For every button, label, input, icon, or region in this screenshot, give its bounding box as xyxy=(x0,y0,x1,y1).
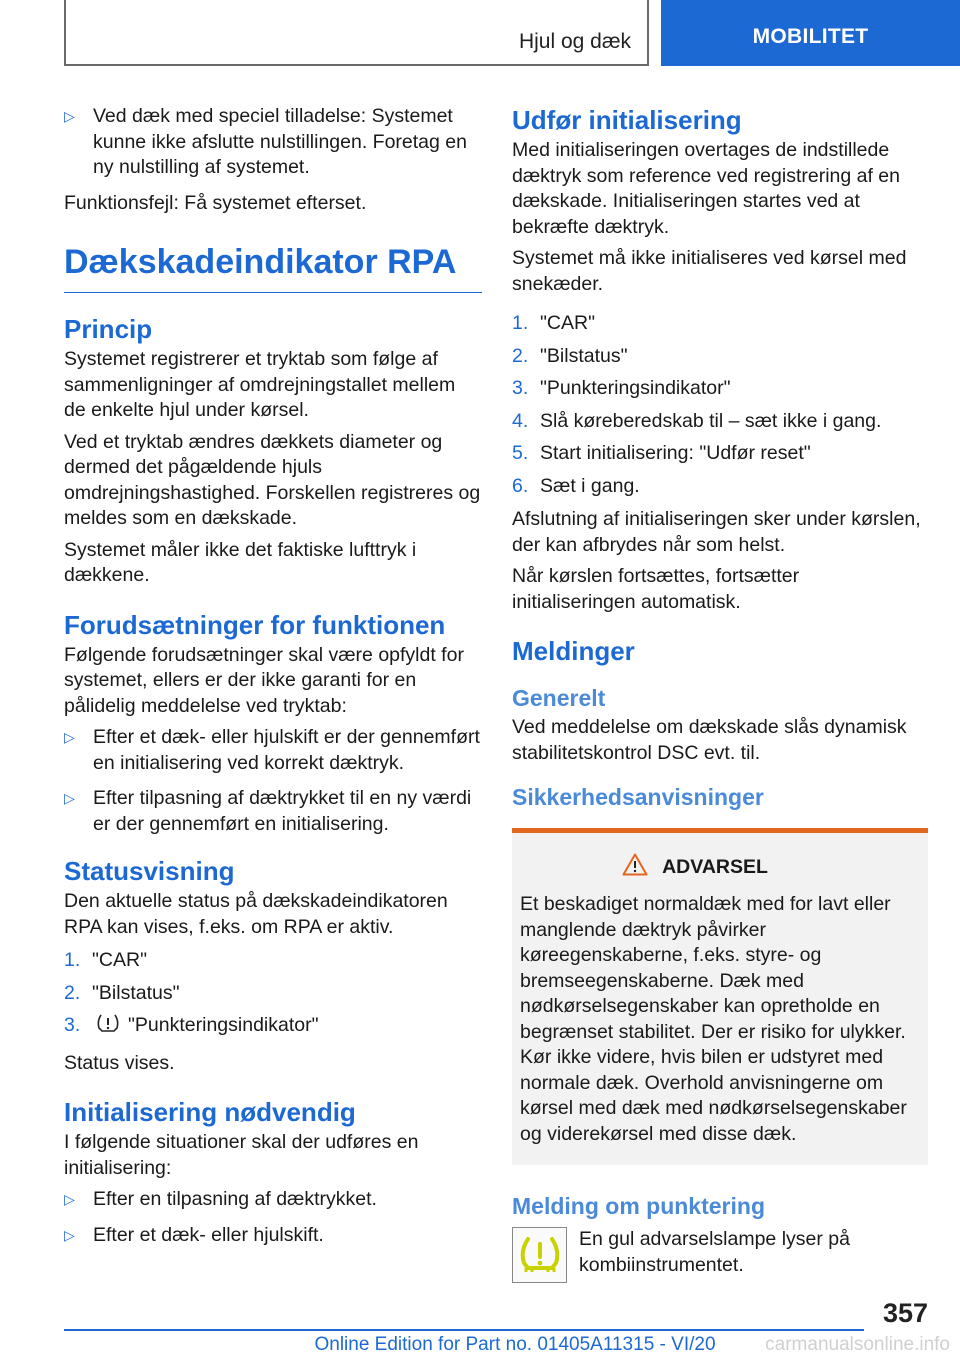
triangle-right-icon: ▷ xyxy=(64,729,75,745)
requirements-list xyxy=(64,725,482,837)
list-item: 2. "Bilstatus" xyxy=(64,981,180,1004)
list-item: ▷ Efter et dæk- eller hjulskift. xyxy=(64,1223,482,1249)
indicator-row xyxy=(512,1227,928,1284)
list-item: 5. Start initialisering: "Udfør reset" xyxy=(512,442,811,464)
paragraph: Ved et tryktab ændres dækkets diameter og dermed det pågældende hjuls omdrejningshastighed. Forskellen registreres og meldes som en dækskade. xyxy=(64,430,481,529)
list-item: ▷ Efter en tilpasning af dæktrykket. xyxy=(64,1187,482,1213)
init-situations-list xyxy=(64,1187,482,1248)
list-item: 1. "CAR" xyxy=(64,949,148,971)
warning-text: Et beskadiget normaldæk med for lavt eller manglende dæktryk påvirker køreegenskaberne, f.eks. styre- og bremseegenskaberne. Dæk med nødkørselsegenskaber kan opretholde en begrænset stabilitet. Der er risiko for ulykker. Kør ikke videre, hvis bilen er udstyret med normale dæk. Overhold anvisningerne om kørsel med dæk med nødkørselsegenskaber og viderekørsel med disse dæk. xyxy=(520,893,907,1145)
list-item: 3. "Punkteringsindikator" xyxy=(64,1013,482,1043)
heading-statusvisning: Statusvisning xyxy=(64,856,235,886)
triangle-right-icon: ▷ xyxy=(64,1226,75,1243)
triangle-right-icon: ▷ xyxy=(64,108,75,124)
list-item: ▷ Ved dæk med speciel tilladelse: Systemet kunne ikke afslutte nulstillingen. Foretag en ny nulstilling af systemet. xyxy=(64,105,467,178)
list-item: 1. "CAR" xyxy=(512,312,596,334)
section-title: Hjul og dæk xyxy=(518,30,631,53)
header-frame xyxy=(64,0,649,66)
intro-bullet-list xyxy=(64,104,482,181)
paragraph: Afslutning af initialiseringen sker under kørslen, der kan afbrydes når som helst. xyxy=(512,508,921,556)
list-item: 4. Slå køreberedskab til – sæt ikke i gang. xyxy=(512,409,882,432)
list-item: 3. "Punkteringsindikator" xyxy=(512,377,731,399)
paragraph: I følgende situationer skal der udføres en initialisering: xyxy=(64,1131,419,1179)
right-column xyxy=(512,100,928,1284)
paragraph: Med initialiseringen overtages de indstillede dæktryk som reference ved registrering af en dækskade. Initialiseringen startes ved at bekræfte dæktryk. xyxy=(512,139,901,238)
heading-udfoer-initialisering: Udfør initialisering xyxy=(512,105,742,135)
warning-label: ADVARSEL xyxy=(662,856,768,878)
paragraph: Status vises. xyxy=(64,1051,175,1074)
init-steps xyxy=(512,311,928,499)
warning-header xyxy=(520,853,920,882)
list-item: 6. Sæt i gang. xyxy=(512,474,640,497)
triangle-right-icon: ▷ xyxy=(64,1191,75,1207)
page-number: 357 xyxy=(882,1298,928,1328)
tire-pressure-warning-icon xyxy=(512,1227,567,1283)
paragraph: Systemet måler ikke det faktiske lufttryk i dækkene. xyxy=(64,538,417,586)
paragraph: Følgende forudsætninger skal være opfyldt for systemet, ellers er der ikke garanti for en pålidelig meddelelse ved tryktab: xyxy=(64,643,464,717)
left-column xyxy=(64,100,482,1258)
paragraph: Systemet må ikke initialiseres ved kørsel med snekæder. xyxy=(512,247,907,295)
heading-generelt: Generelt xyxy=(512,685,606,711)
page-title: Dækskadeindikator RPA xyxy=(64,242,482,293)
heading-sikkerhedsanvisninger: Sikkerhedsanvisninger xyxy=(512,784,764,810)
intro-paragraph: Funktionsfejl: Få systemet efterset. xyxy=(64,191,367,214)
paragraph: Systemet registrerer et tryktab som følge af sammenligninger af omdrejningstallet mellem de enkelte hjul under kørsel. xyxy=(64,348,456,421)
footer-divider xyxy=(64,1329,864,1331)
chapter-tab[interactable]: MOBILITET xyxy=(661,0,960,66)
paragraph: Den aktuelle status på dækskadeindikatoren RPA kan vises, f.eks. om RPA er aktiv. xyxy=(64,890,448,938)
warning-triangle-icon xyxy=(622,853,662,882)
heading-princip: Princip xyxy=(64,314,153,344)
watermark: carmanualsonline.info xyxy=(765,1334,950,1355)
status-steps xyxy=(64,948,482,1043)
heading-meldinger: Meldinger xyxy=(512,636,635,666)
heading-init-noedvendig: Initialisering nødvendig xyxy=(64,1097,356,1127)
heading-forudsaetninger: Forudsætninger for funktionen xyxy=(64,609,446,640)
list-item: ▷ Efter tilpasning af dæktrykket til en ny værdi er der gennemført en initialisering. xyxy=(64,787,472,835)
tire-pressure-warning-icon xyxy=(96,1013,120,1043)
paragraph: Ved meddelelse om dækskade slås dynamisk stabilitetskontrol DSC evt. til. xyxy=(512,716,907,764)
heading-melding-om-punktering: Melding om punktering xyxy=(512,1193,765,1219)
footer-edition: Online Edition for Part no. 01405A11315 - VI/20 xyxy=(314,1334,716,1355)
list-item: ▷ Efter et dæk- eller hjulskift er der gennemført en initialisering ved korrekt dæktryk. xyxy=(64,726,480,774)
paragraph: Når kørslen fortsættes, fortsætter initialiseringen automatisk. xyxy=(512,565,800,613)
list-item: 2. "Bilstatus" xyxy=(512,344,628,367)
triangle-right-icon: ▷ xyxy=(64,790,75,806)
paragraph: En gul advarselslampe lyser på kombiinstrumentet. xyxy=(579,1228,850,1276)
warning-box xyxy=(512,828,928,1165)
